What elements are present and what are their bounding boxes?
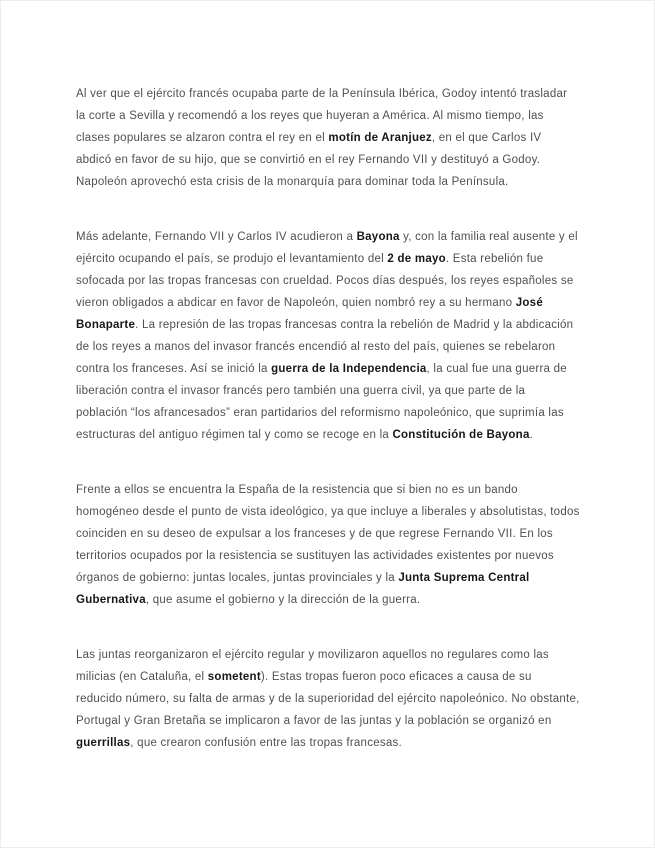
bold-term: guerra de la Independencia (271, 363, 427, 375)
paragraph (76, 479, 580, 611)
text-run: Al ver que el ejército francés ocupaba parte de la Península Ibérica, Godoy intentó trasladar la corte a Sevilla y recomendó a los reyes que huyeran a América. Al mismo tiempo, las clases populares se alzaron contra el rey en el (76, 88, 568, 144)
bold-term: José Bonaparte (76, 297, 543, 331)
bold-term: guerrillas (76, 737, 131, 749)
paragraphs-container (76, 83, 580, 754)
bold-term: Constitución de Bayona (392, 429, 530, 441)
text-run: Frente a ellos se encuentra la España de la resistencia que si bien no es un bando homogéneo desde el punto de vista ideológico, ya que incluye a liberales y absolutistas, todos coinciden en su deseo de expulsar a los franceses y de que regrese Fernando VII. En los territorios ocupados por la resistencia se sustituyen las actividades existentes por nuevos órganos de gobierno: juntas locales, juntas provinciales y la (76, 484, 580, 584)
bold-term: Bayona (356, 231, 400, 243)
paragraph (76, 226, 580, 446)
text-run: , la cual fue una guerra de liberación contra el invasor francés pero también una guerra civil, ya que parte de la población “los afrancesados” eran partidarios del reformismo napoleónico, que suprimía las estructuras del antiguo régimen tal y como se recoge en la (76, 363, 567, 441)
bold-term: sometent (207, 671, 261, 683)
bold-term: Junta Suprema Central Gubernativa (76, 572, 530, 606)
text-run: , que asume el gobierno y la dirección de la guerra. (145, 594, 421, 606)
text-run: . Esta rebelión fue sofocada por las tropas francesas con crueldad. Pocos días después, los reyes españoles se vieron obligados a abdicar en favor de Napoleón, quien nombró rey a su hermano (76, 253, 574, 309)
text-run: , en el que Carlos IV abdicó en favor de su hijo, que se convirtió en el rey Fernando VII y destituyó a Godoy. Napoleón aprovechó esta crisis de la monarquía para dominar toda la Península. (76, 132, 542, 188)
paragraph (76, 644, 580, 754)
text-run: ). Estas tropas fueron poco eficaces a causa de su reducido número, su falta de armas y de la superioridad del ejército napoleónico. No obstante, Portugal y Gran Bretaña se implicaron a favor de las juntas y la población se organizó en (76, 671, 580, 727)
paragraph (76, 83, 580, 193)
text-run: , que crearon confusión entre las tropas francesas. (130, 737, 402, 749)
bold-term: 2 de mayo (387, 253, 446, 265)
text-run: . (529, 429, 534, 441)
text-run: Las juntas reorganizaron el ejército regular y movilizaron aquellos no regulares como las milicias (en Cataluña, el (76, 649, 549, 683)
text-run: . La represión de las tropas francesas contra la rebelión de Madrid y la abdicación de los reyes a manos del invasor francés encendió al resto del país, quienes se rebelaron contra los franceses. Así se inició la (76, 319, 574, 375)
text-run: Más adelante, Fernando VII y Carlos IV acudieron a (76, 231, 357, 243)
bold-term: motín de Aranjuez (328, 132, 432, 144)
text-run: y, con la familia real ausente y el ejército ocupando el país, se produjo el levantamiento del (76, 231, 578, 265)
